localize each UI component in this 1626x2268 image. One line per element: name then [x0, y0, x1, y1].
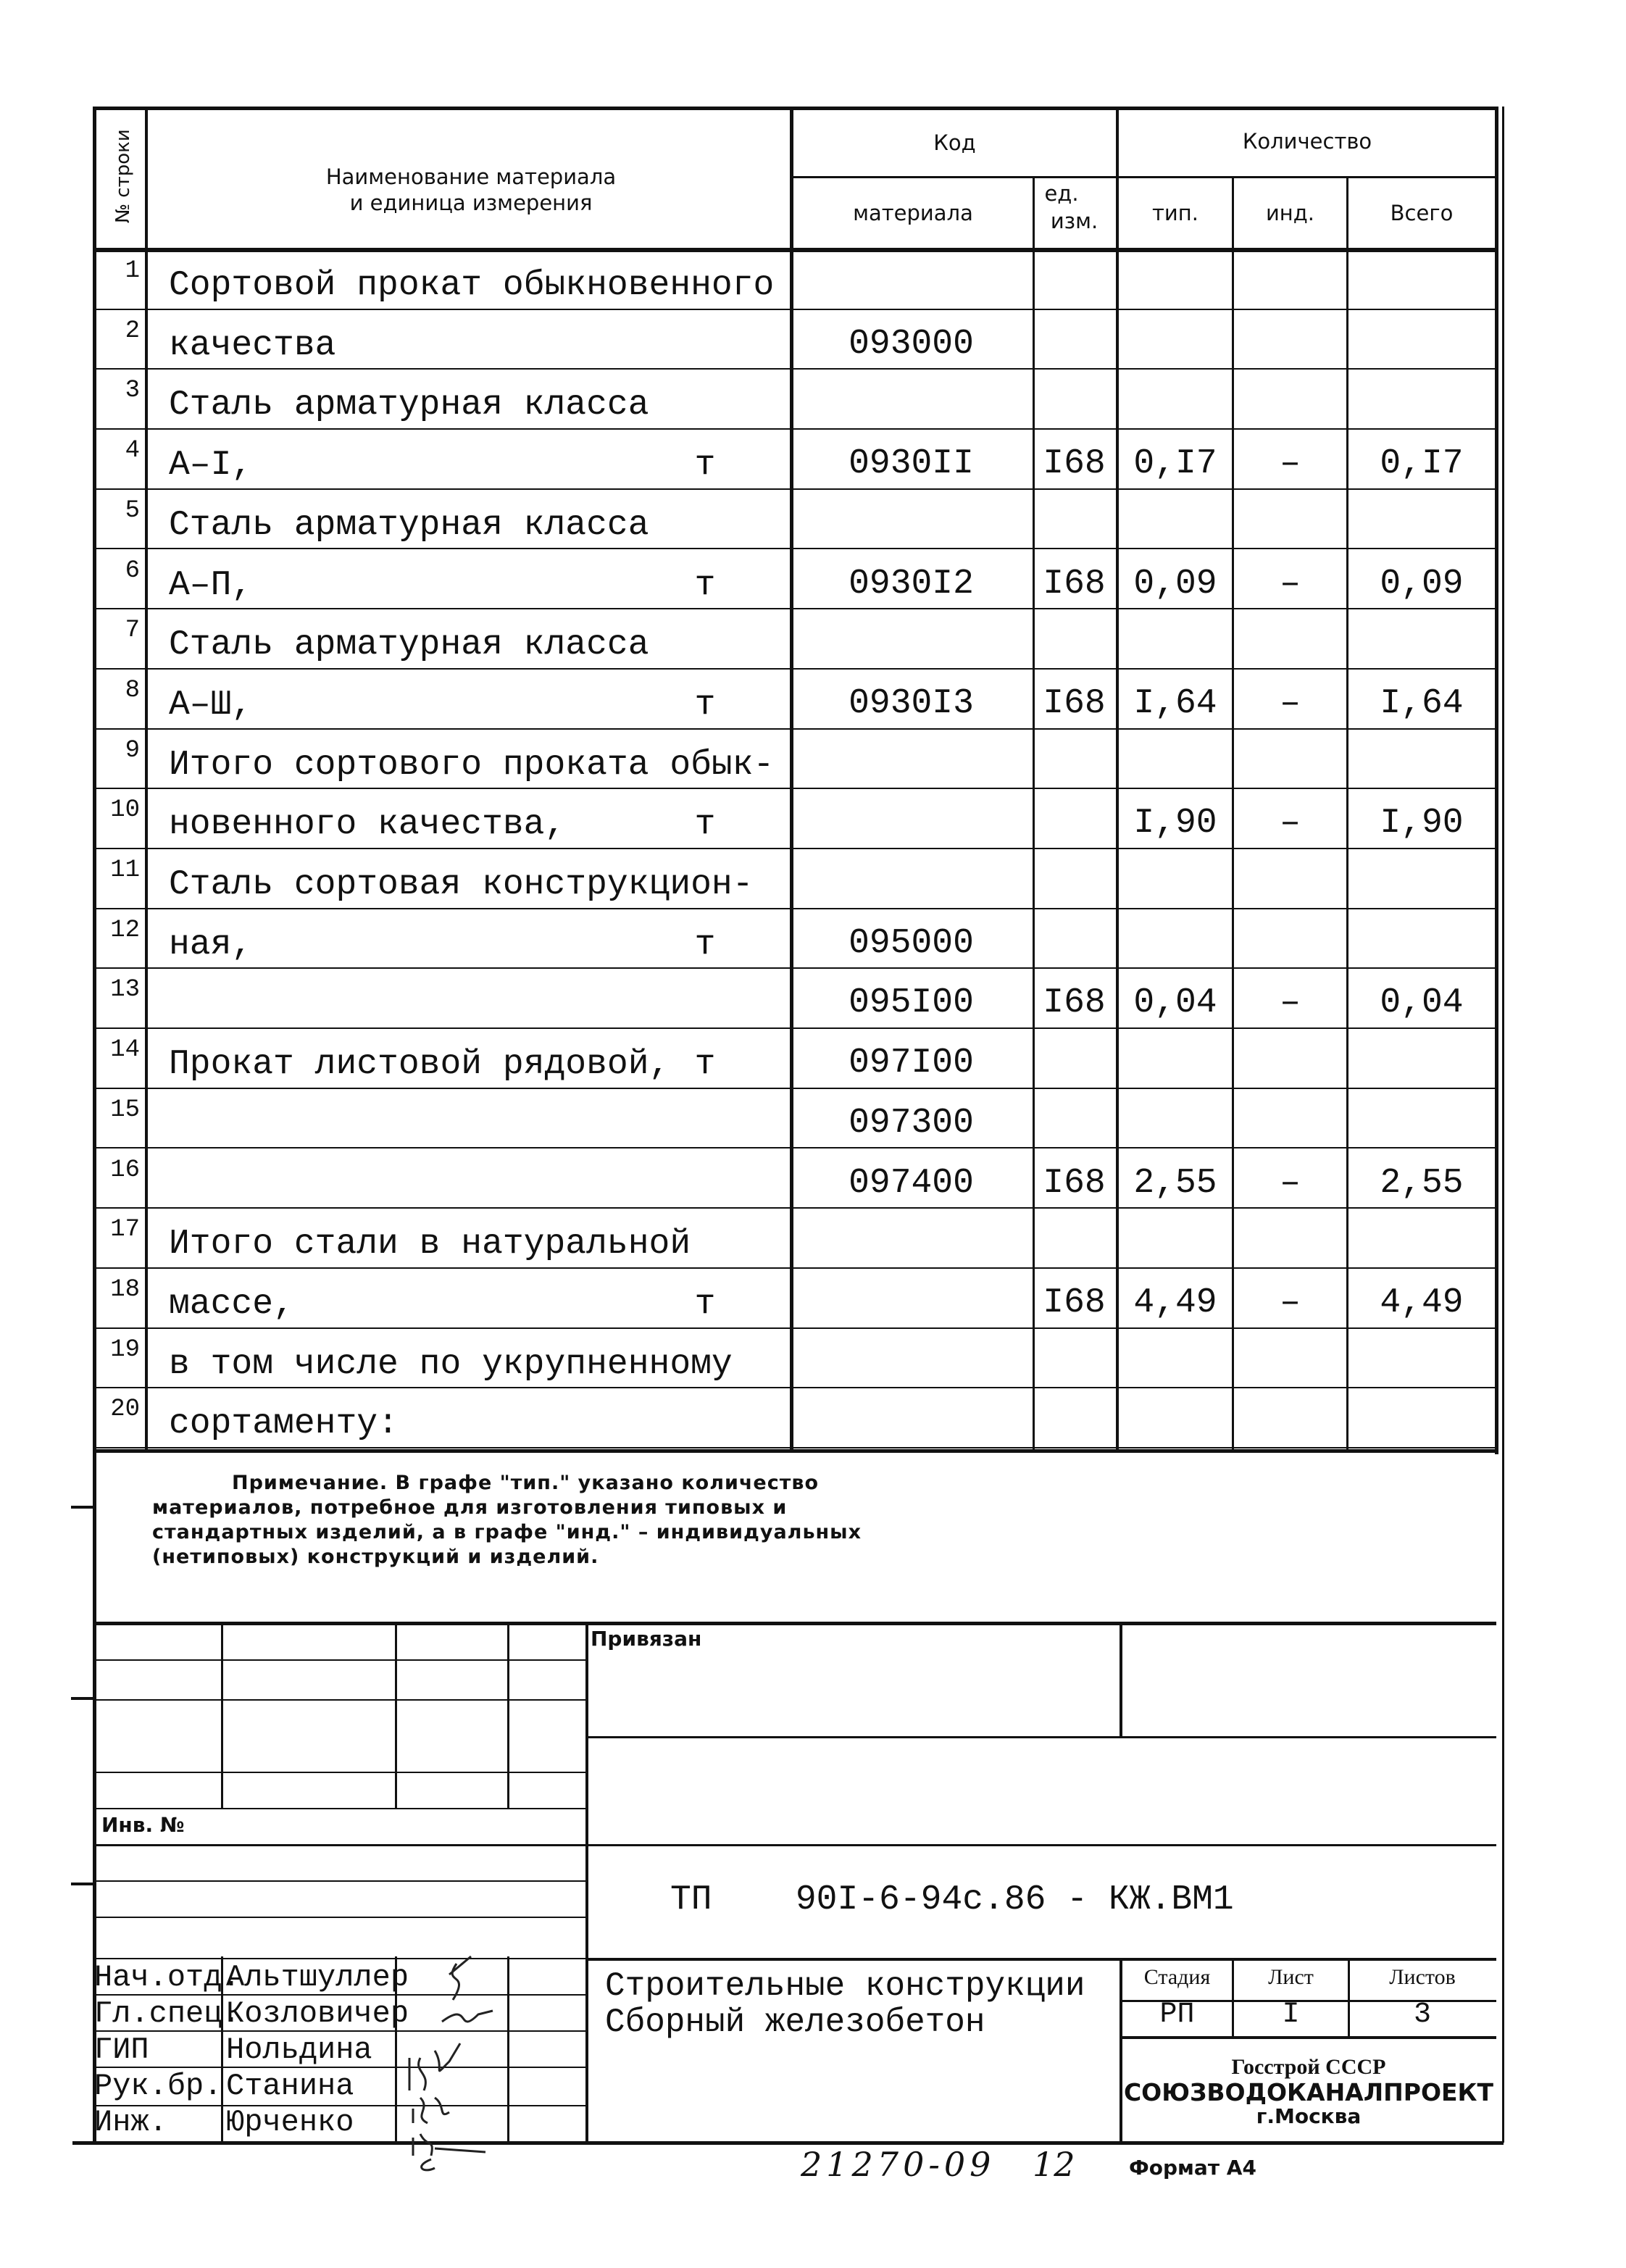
unit-of-measure-cell: т: [694, 1284, 716, 1324]
margin-tick: [71, 1883, 94, 1885]
ind-quantity-cell: –: [1280, 983, 1301, 1023]
unit-of-measure-cell: т: [694, 1045, 716, 1085]
row-number-cell: 10: [110, 796, 140, 825]
privyazan-label: Привязан: [591, 1627, 702, 1651]
row-number-cell: 13: [110, 976, 140, 1004]
ind-quantity-cell: –: [1280, 564, 1301, 604]
row-number-cell: 20: [110, 1396, 140, 1424]
row-number-cell: 11: [110, 856, 140, 884]
unit-of-measure-cell: т: [694, 805, 716, 845]
table-row: [96, 909, 1495, 970]
unit-code-cell: I68: [1043, 1283, 1106, 1322]
table-row: [96, 1388, 1495, 1448]
ind-header: инд.: [1265, 201, 1315, 225]
org-line1: Госстрой СССР: [1231, 2055, 1386, 2079]
code-group-header: Код: [933, 130, 976, 155]
table-row: [96, 430, 1495, 490]
signature-name: Козловичер: [226, 1996, 409, 2031]
note-line: Примечание. В графе "тип." указано количество: [232, 1472, 820, 1494]
total-quantity-cell: 0,09: [1380, 564, 1464, 604]
table-row: [96, 490, 1495, 550]
material-code-cell: 0930I2: [849, 564, 974, 604]
typ-quantity-cell: I,90: [1133, 804, 1217, 843]
typ-header: тип.: [1152, 201, 1198, 225]
stage-label: Стадия: [1143, 1965, 1211, 1989]
row-number-cell: 19: [110, 1335, 140, 1364]
note-line: (нетиповых) конструкций и изделий.: [152, 1546, 599, 1568]
material-code-cell: 0930II: [849, 444, 974, 484]
table-row: [96, 1209, 1495, 1269]
total-quantity-cell: 4,49: [1380, 1283, 1464, 1322]
unit-header-line2: изм.: [1050, 209, 1098, 233]
material-name-cell: Сталь арматурная класса: [169, 625, 649, 665]
frame-top: [93, 107, 1498, 110]
material-code-cell: 093000: [849, 324, 974, 364]
material-name-cell: А–I,: [169, 446, 253, 485]
signature-role: Инж.: [94, 2105, 167, 2140]
name-header-line1: Наименование материала: [325, 164, 617, 189]
table-row: [96, 1089, 1495, 1149]
table-row: [96, 969, 1495, 1029]
ind-quantity-cell: –: [1280, 804, 1301, 843]
signature-role: Гл.спец.: [94, 1996, 241, 2031]
archive-number: 21270-09: [801, 2145, 996, 2184]
material-name-cell: Сталь арматурная класса: [169, 505, 649, 545]
row-number-cell: 14: [110, 1036, 140, 1064]
material-name-cell: Итого сортового проката обык-: [169, 745, 775, 785]
sheet-value: I: [1282, 1998, 1300, 2031]
ind-quantity-cell: –: [1280, 444, 1301, 484]
table-row: [96, 250, 1495, 310]
ind-quantity-cell: –: [1280, 1283, 1301, 1322]
total-quantity-cell: 0,04: [1380, 983, 1464, 1023]
total-header: Всего: [1390, 201, 1454, 225]
row-number-cell: 6: [125, 556, 140, 585]
material-name-cell: новенного качества,: [169, 805, 566, 845]
material-name-cell: ная,: [169, 925, 253, 964]
org-line3: г.Москва: [1256, 2104, 1362, 2128]
table-row: [96, 730, 1495, 790]
row-number-header: № строки: [112, 129, 134, 223]
unit-code-cell: I68: [1043, 983, 1106, 1023]
table-row: [96, 1149, 1495, 1209]
row-number-cell: 3: [125, 377, 140, 405]
row-number-cell: 17: [110, 1216, 140, 1244]
typ-quantity-cell: 2,55: [1133, 1163, 1217, 1203]
table-row: [96, 609, 1495, 670]
unit-of-measure-cell: т: [694, 925, 716, 964]
margin-tick: [71, 1506, 94, 1509]
material-name-cell: Сталь сортовая конструкцион-: [169, 865, 754, 904]
frame-right-outer: [1502, 107, 1504, 2143]
sheet-label: Лист: [1268, 1965, 1314, 1989]
typ-quantity-cell: I,64: [1133, 683, 1217, 723]
material-code-cell: 0930I3: [849, 683, 974, 723]
inventory-number-label: Инв. №: [101, 1813, 185, 1837]
row-divider: [96, 1447, 1495, 1448]
project-title-line1: Строительные конструкции: [605, 1967, 1085, 2005]
unit-of-measure-cell: т: [694, 565, 716, 605]
material-name-cell: Прокат листовой рядовой,: [169, 1045, 670, 1085]
material-name-cell: качества: [169, 325, 336, 365]
typ-quantity-cell: 4,49: [1133, 1283, 1217, 1322]
table-row: [96, 849, 1495, 909]
signature-name: Нольдина: [226, 2033, 372, 2067]
row-number-cell: 8: [125, 676, 140, 704]
note-line: материалов, потребное для изготовления типовых и: [152, 1496, 788, 1519]
table-bottom-line: [93, 1449, 1496, 1453]
frame-right: [1495, 107, 1498, 1454]
signature-role: Нач.отд.: [94, 1960, 241, 1995]
project-title-line2: Сборный железобетон: [605, 2004, 985, 2041]
note-line: стандартных изделий, а в графе "инд." – индивидуальных: [152, 1521, 862, 1543]
frame-bottom: [72, 2141, 1504, 2145]
material-code-cell: 097400: [849, 1163, 974, 1203]
typ-quantity-cell: 0,04: [1133, 983, 1217, 1023]
row-number-cell: 9: [125, 736, 140, 764]
table-row: [96, 670, 1495, 730]
material-code-cell: 097300: [849, 1103, 974, 1143]
page-number: 12: [1033, 2145, 1075, 2184]
format-label: Формат А4: [1129, 2156, 1256, 2180]
material-name-cell: в том числе по укрупненному: [169, 1344, 733, 1384]
sheets-label: Листов: [1389, 1965, 1456, 1989]
sheets-value: 3: [1413, 1998, 1431, 2031]
total-quantity-cell: 2,55: [1380, 1163, 1464, 1203]
unit-of-measure-cell: т: [694, 685, 716, 725]
material-name-cell: Сортовой прокат обыкновенного: [169, 266, 775, 305]
material-name-cell: массе,: [169, 1284, 294, 1324]
name-header-line2: и единица измерения: [349, 191, 593, 215]
material-code-cell: 095000: [849, 923, 974, 963]
row-number-cell: 4: [125, 437, 140, 465]
document-code: ТП 90I-6-94с.86 - КЖ.ВМ1: [670, 1880, 1234, 1919]
quantity-group-header: Количество: [1242, 129, 1372, 154]
signature-name: Станина: [226, 2069, 354, 2104]
typ-quantity-cell: 0,I7: [1133, 444, 1217, 484]
row-number-cell: 16: [110, 1156, 140, 1184]
unit-code-cell: I68: [1043, 683, 1106, 723]
table-row: [96, 1329, 1495, 1389]
typ-quantity-cell: 0,09: [1133, 564, 1217, 604]
unit-of-measure-cell: т: [694, 446, 716, 485]
table-row: [96, 789, 1495, 849]
total-quantity-cell: 0,I7: [1380, 444, 1464, 484]
table-row: [96, 1269, 1495, 1329]
ind-quantity-cell: –: [1280, 683, 1301, 723]
table-row: [96, 370, 1495, 430]
material-name-cell: А–П,: [169, 565, 253, 605]
row-number-cell: 7: [125, 617, 140, 645]
table-row: [96, 310, 1495, 370]
material-code-cell: 097I00: [849, 1043, 974, 1083]
row-number-cell: 18: [110, 1275, 140, 1304]
org-line2: СОЮЗВОДОКАНАЛПРОЕКТ: [1123, 2078, 1494, 2106]
material-name-cell: А–Ш,: [169, 685, 253, 725]
row-number-cell: 1: [125, 257, 140, 285]
signature-scribbles: [391, 1942, 536, 2174]
total-quantity-cell: I,64: [1380, 683, 1464, 723]
material-name-cell: сортаменту:: [169, 1404, 399, 1444]
row-number-cell: 15: [110, 1096, 140, 1124]
unit-code-cell: I68: [1043, 444, 1106, 484]
note-text: [152, 1471, 1022, 1569]
table-row: [96, 550, 1495, 610]
signature-role: ГИП: [94, 2033, 149, 2067]
table-row: [96, 1029, 1495, 1089]
unit-code-cell: I68: [1043, 1163, 1106, 1203]
row-number-cell: 12: [110, 916, 140, 944]
material-code-cell: 095I00: [849, 983, 974, 1023]
signature-name: Юрченко: [226, 2105, 354, 2140]
material-name-cell: Итого стали в натуральной: [169, 1225, 691, 1264]
unit-code-cell: I68: [1043, 564, 1106, 604]
row-number-cell: 2: [125, 317, 140, 345]
total-quantity-cell: I,90: [1380, 804, 1464, 843]
signature-role: Рук.бр.: [94, 2069, 222, 2104]
stage-value: РП: [1159, 1998, 1195, 2031]
material-code-header: материала: [853, 201, 973, 225]
material-name-cell: Сталь арматурная класса: [169, 385, 649, 425]
signature-name: Альтшуллер: [226, 1960, 409, 1995]
margin-tick: [71, 1697, 94, 1700]
ind-quantity-cell: –: [1280, 1163, 1301, 1203]
row-number-cell: 5: [125, 496, 140, 525]
unit-header-line1: ед.: [1044, 181, 1079, 206]
